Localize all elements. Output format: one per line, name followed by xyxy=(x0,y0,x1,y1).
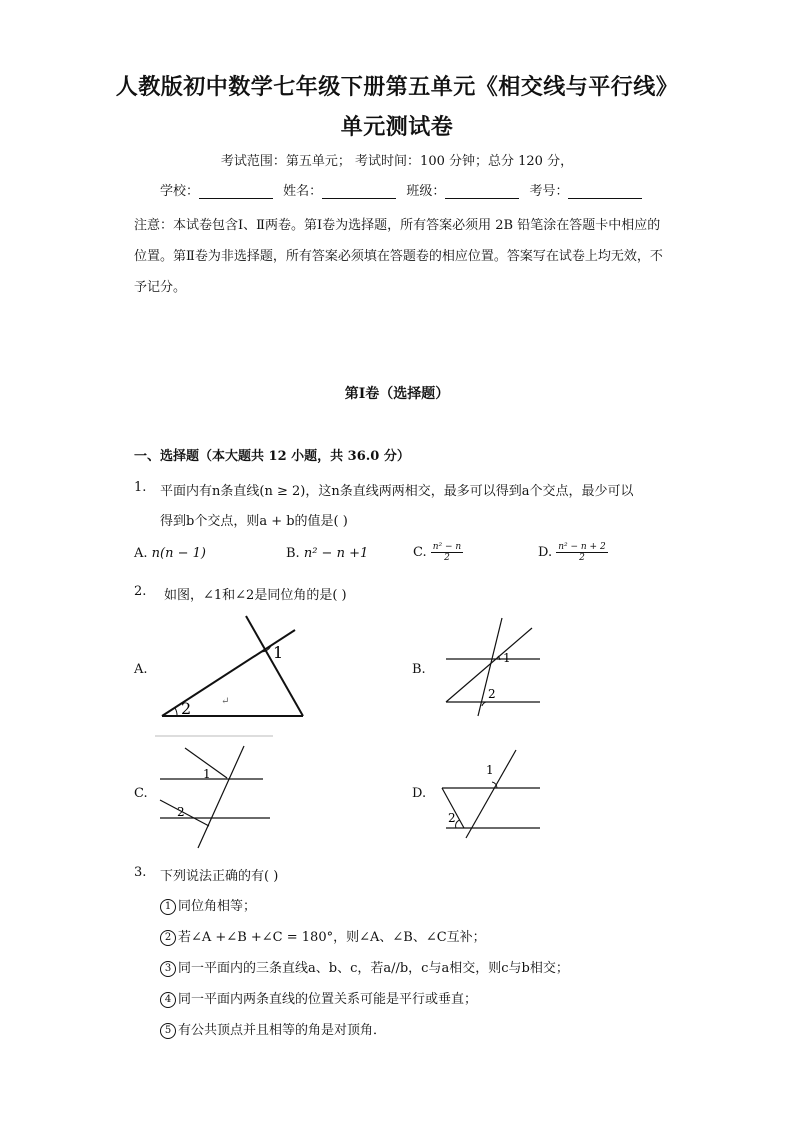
q2-text: 如图，∠1和∠2是同位角的是( ) xyxy=(164,588,347,603)
fig-b-angle-1: 1 xyxy=(503,651,511,665)
q2-figure-b xyxy=(436,612,544,724)
fig-d-angle-1: 1 xyxy=(486,763,494,777)
fig-b-transversal-2 xyxy=(478,618,502,716)
q2-option-c-label[interactable]: C. xyxy=(134,786,148,801)
q2-figure-c xyxy=(155,734,273,850)
fig-d-angle-2: 2 xyxy=(448,811,456,825)
item-5-marker: 5 xyxy=(160,1023,176,1039)
option-a-label: A. xyxy=(134,546,148,561)
option-c-fraction xyxy=(431,542,463,563)
q2-figure-a xyxy=(155,612,305,722)
item-1-text: 同位角相等； xyxy=(178,899,257,914)
fig-a-mark: ↵ xyxy=(221,696,230,707)
class-blank[interactable] xyxy=(445,184,519,199)
fig-c-angle-2: 2 xyxy=(177,805,185,819)
part-title: 一、选择题（本大题共 12 小题，共 36.0 分） xyxy=(134,449,410,464)
school-blank[interactable] xyxy=(199,184,273,199)
school-label: 学校： xyxy=(160,184,200,199)
class-label: 班级： xyxy=(406,184,446,199)
fig-d-arc-2 xyxy=(456,820,460,828)
option-d-label: D. xyxy=(538,545,553,560)
option-c-denominator: 2 xyxy=(444,553,450,563)
q2-option-b-label[interactable]: B. xyxy=(412,662,426,677)
q3-item-3 xyxy=(160,957,569,977)
q3-item-5 xyxy=(160,1019,386,1039)
fig-c-angle-1: 1 xyxy=(203,767,211,781)
name-blank[interactable] xyxy=(322,184,396,199)
number-label: 考号： xyxy=(529,184,569,199)
q3-item-1 xyxy=(160,895,256,915)
name-label: 姓名： xyxy=(283,184,323,199)
option-d-numerator: n² − n + 2 xyxy=(558,542,606,552)
option-c-numerator: n² − n xyxy=(432,542,462,552)
q1-option-c[interactable] xyxy=(413,542,463,563)
item-1-marker: 1 xyxy=(160,899,176,915)
exam-title-line2: 单元测试卷 xyxy=(340,114,454,140)
section-title: 第Ⅰ卷（选择题） xyxy=(344,386,450,402)
fig-c-transversal xyxy=(198,746,244,848)
number-blank[interactable] xyxy=(568,184,642,199)
q3-item-2 xyxy=(160,926,486,946)
q1-option-b[interactable] xyxy=(286,546,368,561)
q2-option-a-label[interactable]: A. xyxy=(134,662,148,677)
option-c-label: C. xyxy=(413,545,427,560)
student-fields xyxy=(160,180,648,199)
item-2-text: 若∠A +∠B +∠C = 180°，则∠A、∠B、∠C互补； xyxy=(178,930,486,945)
fig-a-angle-2: 2 xyxy=(181,699,192,718)
option-a-text: n(n − 1) xyxy=(151,546,206,561)
item-5-text: 有公共顶点并且相等的角是对顶角． xyxy=(178,1023,387,1038)
item-3-marker: 3 xyxy=(160,961,176,977)
q2-option-d-label[interactable]: D. xyxy=(412,786,427,801)
fig-a-angle-1: 1 xyxy=(273,643,284,662)
fig-b-angle-2: 2 xyxy=(488,687,496,701)
q1-line2: 得到b个交点，则a + b的值是( ) xyxy=(160,514,348,529)
item-4-text: 同一平面内两条直线的位置关系可能是平行或垂直； xyxy=(178,992,478,1007)
exam-info: 考试范围：第五单元； 考试时间：100 分钟；总分 120 分， xyxy=(220,154,574,169)
exam-title-line1: 人教版初中数学七年级下册第五单元《相交线与平行线》 xyxy=(115,74,679,100)
option-d-fraction xyxy=(556,542,607,563)
option-b-text: n² − n +1 xyxy=(303,546,369,561)
notice-paragraph: 注意：本试卷包含Ⅰ、Ⅱ两卷。第Ⅰ卷为选择题，所有答案必须用 2B 铅笔涂在答题卡中相应的位置。第Ⅱ卷为非选择题，所有答案必须填在答题卷的相应位置。答案写在试卷上均无效，不予记分。 xyxy=(134,218,663,295)
option-b-label: B. xyxy=(286,546,300,561)
item-3-text: 同一平面内的三条直线a、b、c，若a//b，c与a相交，则c与b相交； xyxy=(178,961,569,976)
item-2-marker: 2 xyxy=(160,930,176,946)
q3-number: 3. xyxy=(134,865,147,880)
q1-number: 1. xyxy=(134,480,147,495)
q1-option-d[interactable] xyxy=(538,542,608,563)
q2-figure-d xyxy=(436,746,544,842)
q2-number: 2. xyxy=(134,584,147,599)
option-d-denominator: 2 xyxy=(579,553,585,563)
q1-option-a[interactable] xyxy=(134,546,206,561)
item-4-marker: 4 xyxy=(160,992,176,1008)
q3-item-4 xyxy=(160,988,477,1008)
q3-text: 下列说法正确的有( ) xyxy=(160,869,279,884)
q1-line1: 平面内有n条直线(n ≥ 2)，这n条直线两两相交，最多可以得到a个交点，最少可以 xyxy=(160,484,634,499)
fig-a-arc-2 xyxy=(175,708,177,716)
